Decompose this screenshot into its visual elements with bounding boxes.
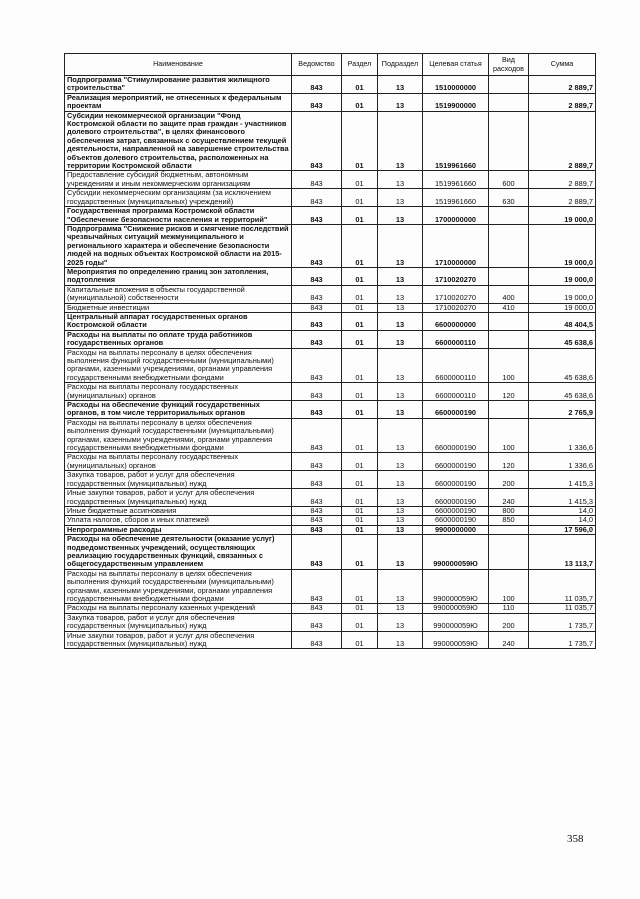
- row-name: Государственная программа Костромской области "Обеспечение безопасности населения и территорий": [65, 207, 292, 225]
- row-section: 01: [342, 525, 378, 534]
- table-header-row: [65, 54, 596, 76]
- row-name: Закупка товаров, работ и услуг для обеспечения государственных (муниципальных) нужд: [65, 471, 292, 489]
- row-expense-type: 100: [489, 569, 529, 604]
- row-name: Иные закупки товаров, работ и услуг для обеспечения государственных (муниципальных) нужд: [65, 489, 292, 507]
- row-subsection: 13: [378, 453, 423, 471]
- row-department: 843: [292, 489, 342, 507]
- row-subsection: 13: [378, 348, 423, 383]
- row-sum: 1 336,6: [529, 418, 596, 453]
- row-section: 01: [342, 401, 378, 419]
- row-department: 843: [292, 93, 342, 111]
- table-row: [65, 535, 596, 570]
- row-name: Реализация мероприятий, не отнесенных к федеральным проектам: [65, 93, 292, 111]
- row-target-article: 990000059Ю: [423, 569, 489, 604]
- row-expense-type: [489, 525, 529, 534]
- row-subsection: 13: [378, 516, 423, 525]
- table-row: [65, 303, 596, 312]
- row-department: 843: [292, 516, 342, 525]
- table-row: [65, 401, 596, 419]
- row-sum: 45 638,6: [529, 348, 596, 383]
- row-name: Закупка товаров, работ и услуг для обеспечения государственных (муниципальных) нужд: [65, 613, 292, 631]
- row-target-article: 6600000190: [423, 453, 489, 471]
- row-section: 01: [342, 348, 378, 383]
- row-name: Субсидии некоммерческим организациям (за исключением государственных (муниципальных) учреждений): [65, 189, 292, 207]
- table-row: [65, 489, 596, 507]
- row-section: 01: [342, 604, 378, 613]
- row-subsection: 13: [378, 312, 423, 330]
- row-sum: 45 638,6: [529, 383, 596, 401]
- row-subsection: 13: [378, 330, 423, 348]
- row-expense-type: 100: [489, 348, 529, 383]
- row-department: 843: [292, 111, 342, 171]
- row-sum: 19 000,0: [529, 224, 596, 267]
- row-section: 01: [342, 93, 378, 111]
- row-sum: 1 735,7: [529, 631, 596, 649]
- table-body: [65, 76, 596, 649]
- row-name: Уплата налогов, сборов и иных платежей: [65, 516, 292, 525]
- row-section: 01: [342, 471, 378, 489]
- row-name: Мероприятия по определению границ зон затопления, подтопления: [65, 267, 292, 285]
- row-department: 843: [292, 267, 342, 285]
- row-sum: 1 415,3: [529, 471, 596, 489]
- row-subsection: 13: [378, 285, 423, 303]
- row-expense-type: 120: [489, 453, 529, 471]
- row-department: 843: [292, 569, 342, 604]
- row-name: Расходы на выплаты по оплате труда работников государственных органов: [65, 330, 292, 348]
- table-row: [65, 76, 596, 94]
- row-section: 01: [342, 207, 378, 225]
- row-name: Расходы на выплаты персоналу государственных (муниципальных) органов: [65, 383, 292, 401]
- row-subsection: 13: [378, 604, 423, 613]
- row-sum: 45 638,6: [529, 330, 596, 348]
- row-department: 843: [292, 303, 342, 312]
- row-subsection: 13: [378, 489, 423, 507]
- row-expense-type: 240: [489, 631, 529, 649]
- row-department: 843: [292, 631, 342, 649]
- row-sum: 2 889,7: [529, 171, 596, 189]
- row-expense-type: 850: [489, 516, 529, 525]
- row-sum: 19 000,0: [529, 267, 596, 285]
- row-sum: 2 889,7: [529, 93, 596, 111]
- row-expense-type: [489, 401, 529, 419]
- row-expense-type: 240: [489, 489, 529, 507]
- row-sum: 1 735,7: [529, 613, 596, 631]
- header-name: Наименование: [65, 54, 292, 76]
- row-target-article: 6600000000: [423, 312, 489, 330]
- table-row: [65, 111, 596, 171]
- row-department: 843: [292, 604, 342, 613]
- row-name: Капитальные вложения в объекты государственной (муниципальной) собственности: [65, 285, 292, 303]
- row-subsection: 13: [378, 631, 423, 649]
- row-section: 01: [342, 506, 378, 515]
- row-target-article: 6600000190: [423, 418, 489, 453]
- row-expense-type: [489, 330, 529, 348]
- table-row: [65, 631, 596, 649]
- row-department: 843: [292, 525, 342, 534]
- row-section: 01: [342, 516, 378, 525]
- row-department: 843: [292, 189, 342, 207]
- table-row: [65, 471, 596, 489]
- row-sum: 11 035,7: [529, 604, 596, 613]
- table-row: [65, 224, 596, 267]
- row-sum: 19 000,0: [529, 207, 596, 225]
- row-department: 843: [292, 506, 342, 515]
- row-department: 843: [292, 171, 342, 189]
- row-section: 01: [342, 285, 378, 303]
- row-section: 01: [342, 312, 378, 330]
- row-expense-type: [489, 111, 529, 171]
- row-section: 01: [342, 224, 378, 267]
- table-row: [65, 93, 596, 111]
- row-subsection: 13: [378, 418, 423, 453]
- row-target-article: 1510000000: [423, 76, 489, 94]
- row-expense-type: 800: [489, 506, 529, 515]
- row-department: 843: [292, 348, 342, 383]
- row-name: Подпрограмма "Стимулирование развития жилищного строительства": [65, 76, 292, 94]
- table-row: [65, 189, 596, 207]
- row-section: 01: [342, 76, 378, 94]
- row-expense-type: 410: [489, 303, 529, 312]
- table-row: [65, 285, 596, 303]
- row-sum: 19 000,0: [529, 285, 596, 303]
- row-expense-type: [489, 312, 529, 330]
- row-name: Иные закупки товаров, работ и услуг для обеспечения государственных (муниципальных) нужд: [65, 631, 292, 649]
- row-name: Предоставление субсидий бюджетным, автономным учреждениям и иным некоммерческим организациям: [65, 171, 292, 189]
- row-expense-type: [489, 207, 529, 225]
- row-name: Расходы на выплаты персоналу государственных (муниципальных) органов: [65, 453, 292, 471]
- row-expense-type: [489, 76, 529, 94]
- row-subsection: 13: [378, 111, 423, 171]
- row-target-article: 1710000000: [423, 224, 489, 267]
- row-sum: 17 596,0: [529, 525, 596, 534]
- row-section: 01: [342, 330, 378, 348]
- row-subsection: 13: [378, 93, 423, 111]
- row-section: 01: [342, 489, 378, 507]
- budget-table: [64, 53, 596, 649]
- row-subsection: 13: [378, 471, 423, 489]
- row-sum: 2 889,7: [529, 189, 596, 207]
- row-department: 843: [292, 535, 342, 570]
- row-target-article: 6600000110: [423, 383, 489, 401]
- table-row: [65, 506, 596, 515]
- table-row: [65, 348, 596, 383]
- row-expense-type: 630: [489, 189, 529, 207]
- header-section: Раздел: [342, 54, 378, 76]
- row-sum: 2 765,9: [529, 401, 596, 419]
- row-department: 843: [292, 453, 342, 471]
- row-name: Расходы на выплаты персоналу в целях обеспечения выполнения функций государственными (муниципальными) органами, казенными учреждениями, органами управления государственными внебюджетными фондами: [65, 348, 292, 383]
- row-sum: 14,0: [529, 506, 596, 515]
- row-subsection: 13: [378, 613, 423, 631]
- row-sum: 2 889,7: [529, 76, 596, 94]
- row-sum: 2 889,7: [529, 111, 596, 171]
- row-target-article: 6600000110: [423, 348, 489, 383]
- row-name: Расходы на выплаты персоналу казенных учреждений: [65, 604, 292, 613]
- row-expense-type: [489, 224, 529, 267]
- row-sum: 11 035,7: [529, 569, 596, 604]
- row-target-article: 6600000190: [423, 506, 489, 515]
- table-row: [65, 330, 596, 348]
- table-row: [65, 171, 596, 189]
- row-expense-type: [489, 267, 529, 285]
- row-target-article: 990000059Ю: [423, 631, 489, 649]
- row-subsection: 13: [378, 401, 423, 419]
- row-department: 843: [292, 418, 342, 453]
- row-target-article: 1519961660: [423, 189, 489, 207]
- row-section: 01: [342, 267, 378, 285]
- row-sum: 19 000,0: [529, 303, 596, 312]
- row-sum: 14,0: [529, 516, 596, 525]
- row-department: 843: [292, 76, 342, 94]
- row-target-article: 990000059Ю: [423, 613, 489, 631]
- row-target-article: 6600000110: [423, 330, 489, 348]
- header-target-article: Целевая статья: [423, 54, 489, 76]
- row-expense-type: 120: [489, 383, 529, 401]
- row-section: 01: [342, 171, 378, 189]
- row-sum: 1 336,6: [529, 453, 596, 471]
- row-section: 01: [342, 189, 378, 207]
- row-name: Подпрограмма "Снижение рисков и смягчение последствий чрезвычайных ситуаций межмуниципального и регионального характера и обеспечение безопасности людей на водных объектах Костромской области на 2015-2025 годы": [65, 224, 292, 267]
- row-subsection: 13: [378, 569, 423, 604]
- row-subsection: 13: [378, 189, 423, 207]
- page-number: 358: [567, 833, 584, 845]
- row-section: 01: [342, 631, 378, 649]
- row-name: Иные бюджетные ассигнования: [65, 506, 292, 515]
- row-expense-type: 200: [489, 471, 529, 489]
- row-target-article: 1700000000: [423, 207, 489, 225]
- row-expense-type: [489, 93, 529, 111]
- row-expense-type: 400: [489, 285, 529, 303]
- row-target-article: 6600000190: [423, 516, 489, 525]
- row-subsection: 13: [378, 535, 423, 570]
- row-department: 843: [292, 285, 342, 303]
- row-target-article: 1519900000: [423, 93, 489, 111]
- row-subsection: 13: [378, 383, 423, 401]
- row-target-article: 6600000190: [423, 471, 489, 489]
- table-row: [65, 207, 596, 225]
- row-section: 01: [342, 613, 378, 631]
- row-expense-type: 110: [489, 604, 529, 613]
- table-row: [65, 453, 596, 471]
- row-subsection: 13: [378, 171, 423, 189]
- table-row: [65, 613, 596, 631]
- row-department: 843: [292, 224, 342, 267]
- row-department: 843: [292, 401, 342, 419]
- row-target-article: 1519961660: [423, 171, 489, 189]
- row-department: 843: [292, 471, 342, 489]
- table-row: [65, 383, 596, 401]
- row-department: 843: [292, 383, 342, 401]
- row-section: 01: [342, 453, 378, 471]
- row-department: 843: [292, 613, 342, 631]
- row-subsection: 13: [378, 506, 423, 515]
- table-row: [65, 418, 596, 453]
- table-row: [65, 267, 596, 285]
- row-subsection: 13: [378, 76, 423, 94]
- row-sum: 48 404,5: [529, 312, 596, 330]
- table-row: [65, 569, 596, 604]
- row-sum: 13 113,7: [529, 535, 596, 570]
- row-expense-type: [489, 535, 529, 570]
- row-name: Расходы на выплаты персоналу в целях обеспечения выполнения функций государственными (муниципальными) органами, казенными учреждениями, органами управления государственными внебюджетными фондами: [65, 569, 292, 604]
- row-department: 843: [292, 207, 342, 225]
- row-section: 01: [342, 535, 378, 570]
- row-subsection: 13: [378, 525, 423, 534]
- row-sum: 1 415,3: [529, 489, 596, 507]
- row-expense-type: 100: [489, 418, 529, 453]
- row-target-article: 990000059Ю: [423, 604, 489, 613]
- row-section: 01: [342, 383, 378, 401]
- row-section: 01: [342, 111, 378, 171]
- row-name: Субсидии некоммерческой организации "Фонд Костромской области по защите прав граждан - участников долевого строительства", в целях финансового обеспечения затрат, связанных с осуществлением текущей деятельности, направленной на завершение строительства объектов долевого строительства, расположенных на территории Костромской области: [65, 111, 292, 171]
- row-subsection: 13: [378, 303, 423, 312]
- table-row: [65, 516, 596, 525]
- row-name: Центральный аппарат государственных органов Костромской области: [65, 312, 292, 330]
- row-target-article: 6600000190: [423, 489, 489, 507]
- row-subsection: 13: [378, 267, 423, 285]
- row-expense-type: 200: [489, 613, 529, 631]
- row-name: Расходы на выплаты персоналу в целях обеспечения выполнения функций государственными (муниципальными) органами, казенными учреждениями, органами управления государственными внебюджетными фондами: [65, 418, 292, 453]
- header-sum: Сумма: [529, 54, 596, 76]
- row-subsection: 13: [378, 207, 423, 225]
- header-expense-type: Вид расходов: [489, 54, 529, 76]
- row-section: 01: [342, 569, 378, 604]
- row-section: 01: [342, 303, 378, 312]
- row-expense-type: 600: [489, 171, 529, 189]
- row-name: Непрограммные расходы: [65, 525, 292, 534]
- header-subsection: Подраздел: [378, 54, 423, 76]
- row-target-article: 990000059Ю: [423, 535, 489, 570]
- row-target-article: 1710020270: [423, 285, 489, 303]
- row-department: 843: [292, 330, 342, 348]
- row-name: Расходы на обеспечение функций государственных органов, в том числе территориальных органов: [65, 401, 292, 419]
- header-department: Ведомство: [292, 54, 342, 76]
- row-target-article: 9900000000: [423, 525, 489, 534]
- row-name: Расходы на обеспечение деятельности (оказание услуг) подведомственных учреждений, осуществляющих реализацию государственных функций, связанных с общегосударственным управлением: [65, 535, 292, 570]
- row-target-article: 1519961660: [423, 111, 489, 171]
- row-department: 843: [292, 312, 342, 330]
- row-target-article: 6600000190: [423, 401, 489, 419]
- table-row: [65, 525, 596, 534]
- table-row: [65, 312, 596, 330]
- row-name: Бюджетные инвестиции: [65, 303, 292, 312]
- row-section: 01: [342, 418, 378, 453]
- row-target-article: 1710020270: [423, 267, 489, 285]
- row-target-article: 1710020270: [423, 303, 489, 312]
- row-subsection: 13: [378, 224, 423, 267]
- table-row: [65, 604, 596, 613]
